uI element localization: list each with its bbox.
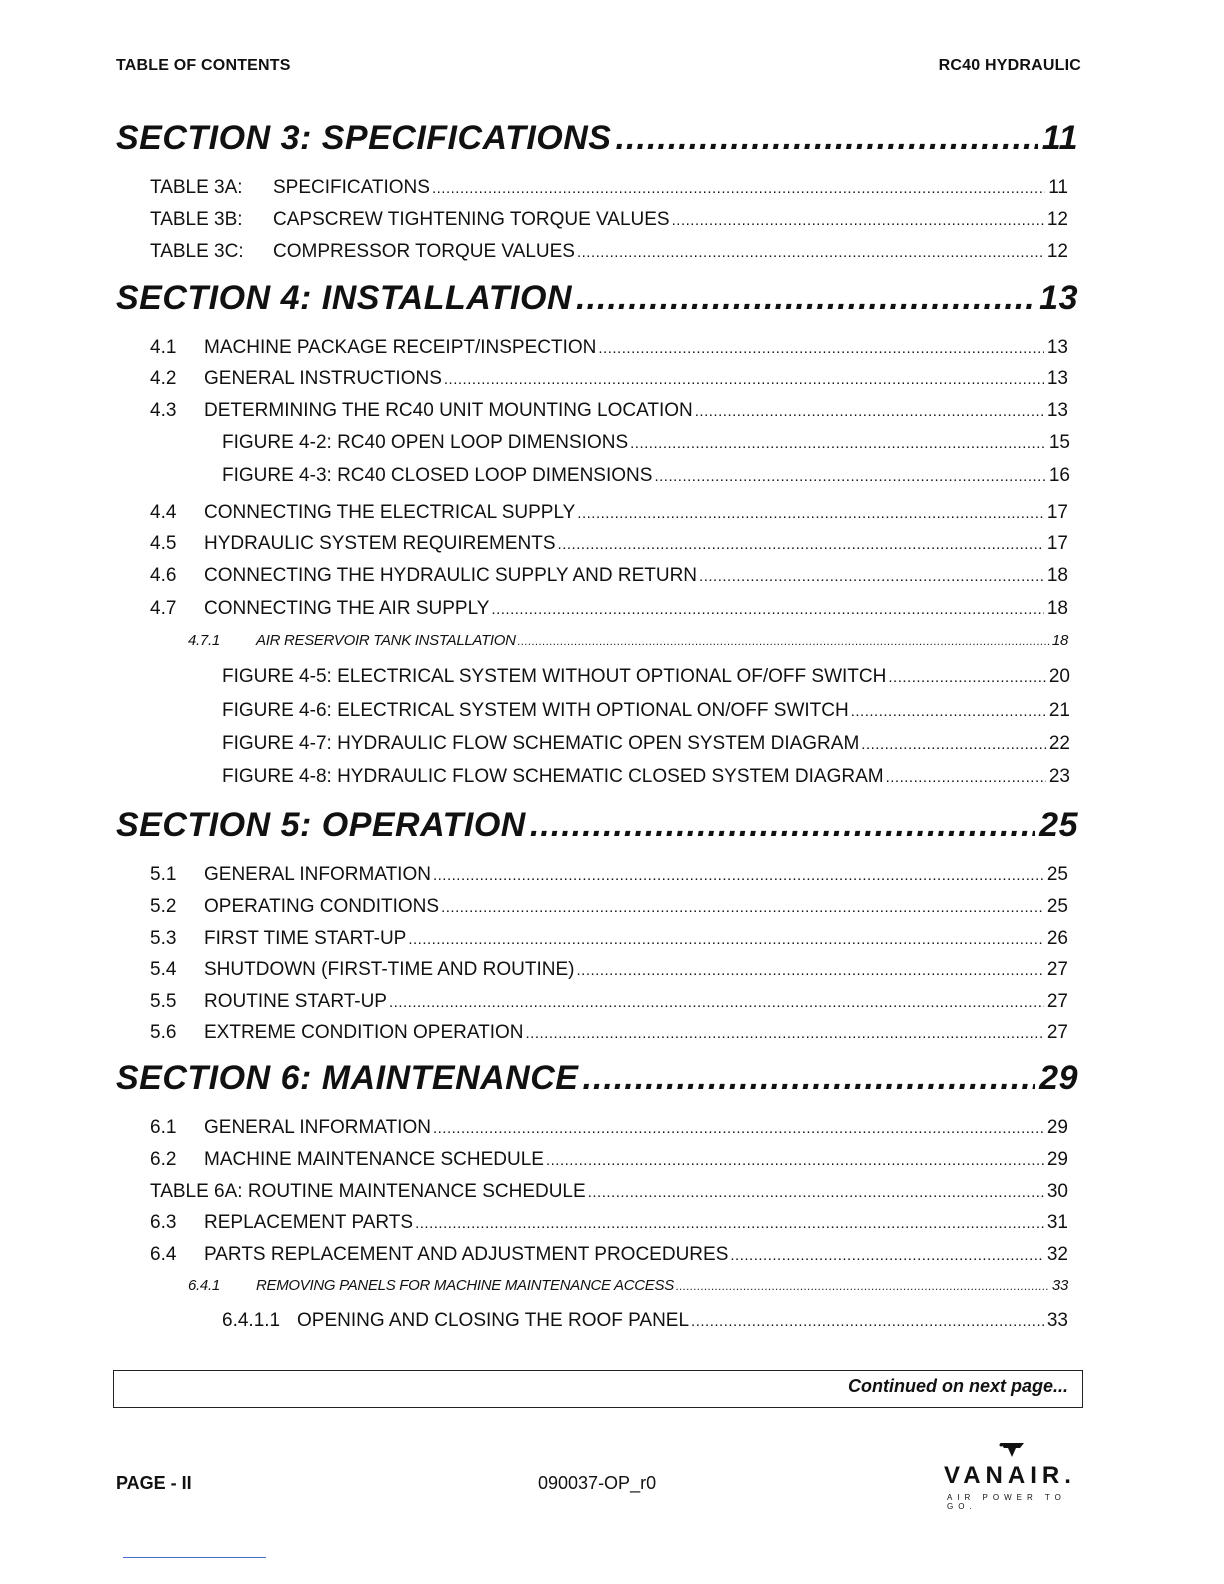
section-5-heading[interactable] bbox=[116, 806, 1078, 850]
header-right: RC40 HYDRAULIC bbox=[938, 57, 1081, 74]
toc-entry-6-2[interactable]: 6.2 MACHINE MAINTENANCE SCHEDULE ..... 29 bbox=[150, 1149, 1068, 1175]
vanair-logo bbox=[938, 1440, 1088, 1510]
section-title: SECTION 5: OPERATION bbox=[116, 806, 526, 844]
header-left: TABLE OF CONTENTS bbox=[116, 57, 291, 74]
section-4-heading[interactable] bbox=[116, 279, 1078, 323]
toc-entry-4-7[interactable]: 4.7 CONNECTING THE AIR SUPPLY ..... 18 bbox=[150, 598, 1068, 624]
toc-entry-6-1[interactable]: 6.1 GENERAL INFORMATION ..... 29 bbox=[150, 1117, 1068, 1143]
toc-entry-table-3a[interactable]: TABLE 3A: SPECIFICATIONS ..... 11 bbox=[150, 177, 1068, 203]
page-number: PAGE - II bbox=[116, 1473, 192, 1493]
section-title: SECTION 4: INSTALLATION bbox=[116, 279, 573, 317]
toc-entry-5-5[interactable]: 5.5 ROUTINE START-UP ..... 27 bbox=[150, 991, 1068, 1017]
toc-entry-figure-4-3[interactable]: FIGURE 4-3: RC40 CLOSED LOOP DIMENSIONS ..... 16 bbox=[222, 465, 1070, 491]
toc-entry-5-1[interactable]: 5.1 GENERAL INFORMATION ..... 25 bbox=[150, 864, 1068, 890]
section-page: 29 bbox=[1039, 1059, 1078, 1097]
toc-entry-5-6[interactable]: 5.6 EXTREME CONDITION OPERATION ..... 27 bbox=[150, 1022, 1068, 1048]
continued-text: Continued on next page... bbox=[848, 1376, 1068, 1396]
toc-entry-5-2[interactable]: 5.2 OPERATING CONDITIONS ..... 25 bbox=[150, 896, 1068, 922]
toc-entry-4-6[interactable]: 4.6 CONNECTING THE HYDRAULIC SUPPLY AND RETURN ..... 18 bbox=[150, 565, 1068, 591]
toc-entry-table-3b[interactable]: TABLE 3B: CAPSCREW TIGHTENING TORQUE VALUES ..... 12 bbox=[150, 209, 1068, 235]
toc-entry-4-7-1[interactable]: 4.7.1 AIR RESERVOIR TANK INSTALLATION ..... 18 bbox=[188, 632, 1068, 658]
section-page: 13 bbox=[1039, 279, 1078, 317]
section-page: 11 bbox=[1041, 119, 1078, 157]
brand-tagline: AIR POWER TO GO. bbox=[947, 1493, 1066, 1511]
toc-entry-4-2[interactable]: 4.2 GENERAL INSTRUCTIONS ..... 13 bbox=[150, 368, 1068, 394]
toc-entry-4-3[interactable]: 4.3 DETERMINING THE RC40 UNIT MOUNTING LOCATION ..... 13 bbox=[150, 400, 1068, 426]
section-title: SECTION 3: SPECIFICATIONS bbox=[116, 119, 612, 157]
toc-entry-figure-4-6[interactable]: FIGURE 4-6: ELECTRICAL SYSTEM WITH OPTIONAL ON/OFF SWITCH ..... 21 bbox=[222, 700, 1070, 726]
toc-entry-4-5[interactable]: 4.5 HYDRAULIC SYSTEM REQUIREMENTS ..... 17 bbox=[150, 533, 1068, 559]
toc-entry-5-3[interactable]: 5.3 FIRST TIME START-UP ..... 26 bbox=[150, 928, 1068, 954]
toc-entry-6-4[interactable]: 6.4 PARTS REPLACEMENT AND ADJUSTMENT PROCEDURES ..... 32 bbox=[150, 1244, 1068, 1270]
scan-mark bbox=[123, 1557, 266, 1558]
vanair-emblem-icon bbox=[998, 1440, 1026, 1460]
toc-entry-4-4[interactable]: 4.4 CONNECTING THE ELECTRICAL SUPPLY ..... 17 bbox=[150, 502, 1068, 528]
toc-entry-figure-4-8[interactable]: FIGURE 4-8: HYDRAULIC FLOW SCHEMATIC CLOSED SYSTEM DIAGRAM ..... 23 bbox=[222, 766, 1070, 792]
toc-entry-table-3c[interactable]: TABLE 3C: COMPRESSOR TORQUE VALUES ..... 12 bbox=[150, 241, 1068, 267]
toc-entry-6-4-1-1[interactable]: 6.4.1.1 OPENING AND CLOSING THE ROOF PANEL ..... 33 bbox=[222, 1310, 1068, 1336]
toc-entry-table-6a[interactable]: TABLE 6A: ROUTINE MAINTENANCE SCHEDULE ..... 30 bbox=[150, 1181, 1068, 1207]
brand-name: VANAIR. bbox=[944, 1462, 1076, 1489]
section-6-heading[interactable] bbox=[116, 1059, 1078, 1103]
toc-entry-figure-4-5[interactable]: FIGURE 4-5: ELECTRICAL SYSTEM WITHOUT OPTIONAL OF/OFF SWITCH ..... 20 bbox=[222, 666, 1070, 692]
toc-entry-figure-4-7[interactable]: FIGURE 4-7: HYDRAULIC FLOW SCHEMATIC OPEN SYSTEM DIAGRAM ..... 22 bbox=[222, 733, 1070, 759]
toc-entry-4-1[interactable]: 4.1 MACHINE PACKAGE RECEIPT/INSPECTION ..... 13 bbox=[150, 337, 1068, 363]
section-3-heading[interactable] bbox=[116, 119, 1078, 163]
document-id: 090037-OP_r0 bbox=[538, 1473, 657, 1493]
toc-entry-5-4[interactable]: 5.4 SHUTDOWN (FIRST-TIME AND ROUTINE) ..... 27 bbox=[150, 959, 1068, 985]
section-title: SECTION 6: MAINTENANCE bbox=[116, 1059, 579, 1097]
toc-entry-6-3[interactable]: 6.3 REPLACEMENT PARTS ..... 31 bbox=[150, 1212, 1068, 1238]
section-page: 25 bbox=[1039, 806, 1078, 844]
toc-entry-figure-4-2[interactable]: FIGURE 4-2: RC40 OPEN LOOP DIMENSIONS ..... 15 bbox=[222, 432, 1070, 458]
continued-notice-box bbox=[113, 1370, 1083, 1408]
toc-entry-6-4-1[interactable]: 6.4.1 REMOVING PANELS FOR MACHINE MAINTENANCE ACCESS ..... 33 bbox=[188, 1277, 1068, 1303]
